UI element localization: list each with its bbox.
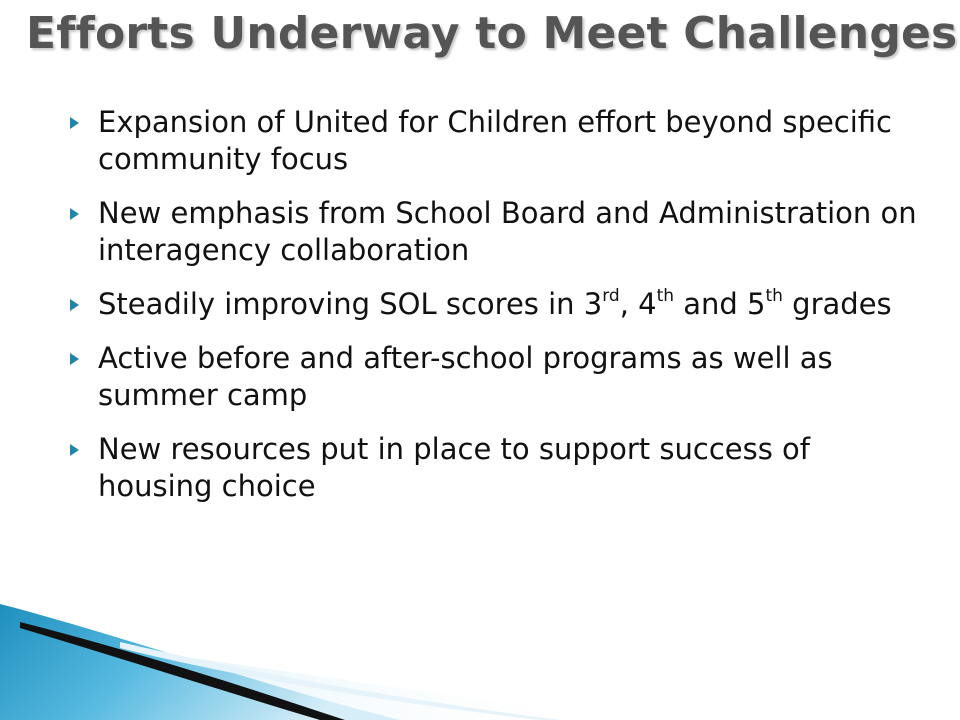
bullet-text-part: , 4 (619, 287, 657, 321)
arrow-bullet-icon (70, 353, 79, 365)
bullet-item (70, 195, 930, 269)
ordinal-suffix: th (765, 286, 783, 306)
bullet-text (98, 287, 892, 321)
bullet-text: Expansion of United for Children effort beyond specific community focus (98, 105, 893, 176)
ordinal-suffix: rd (602, 286, 620, 306)
bullet-text: Active before and after-school programs as well as summer camp (98, 341, 833, 412)
bullet-text: New resources put in place to support success of housing choice (98, 432, 811, 503)
arrow-bullet-icon (70, 208, 79, 220)
bullet-text-part: Steadily improving SOL scores in 3 (98, 287, 603, 321)
bullet-item (70, 431, 930, 505)
bullet-item (70, 286, 930, 323)
bullet-text-part: grades (782, 287, 892, 321)
arrow-bullet-icon (70, 117, 79, 129)
ordinal-suffix: th (656, 286, 675, 306)
arrow-bullet-icon (70, 444, 79, 456)
bullet-list (70, 104, 930, 522)
bullet-item (70, 340, 930, 414)
slide-title: Efforts Underway to Meet Challenges (26, 8, 958, 59)
decorative-corner-swoosh (0, 590, 620, 720)
bullet-item (70, 104, 930, 178)
bullet-text-part: and 5 (674, 287, 766, 321)
bullet-text: New emphasis from School Board and Administration on interagency collaboration (98, 196, 917, 267)
arrow-bullet-icon (70, 299, 79, 311)
